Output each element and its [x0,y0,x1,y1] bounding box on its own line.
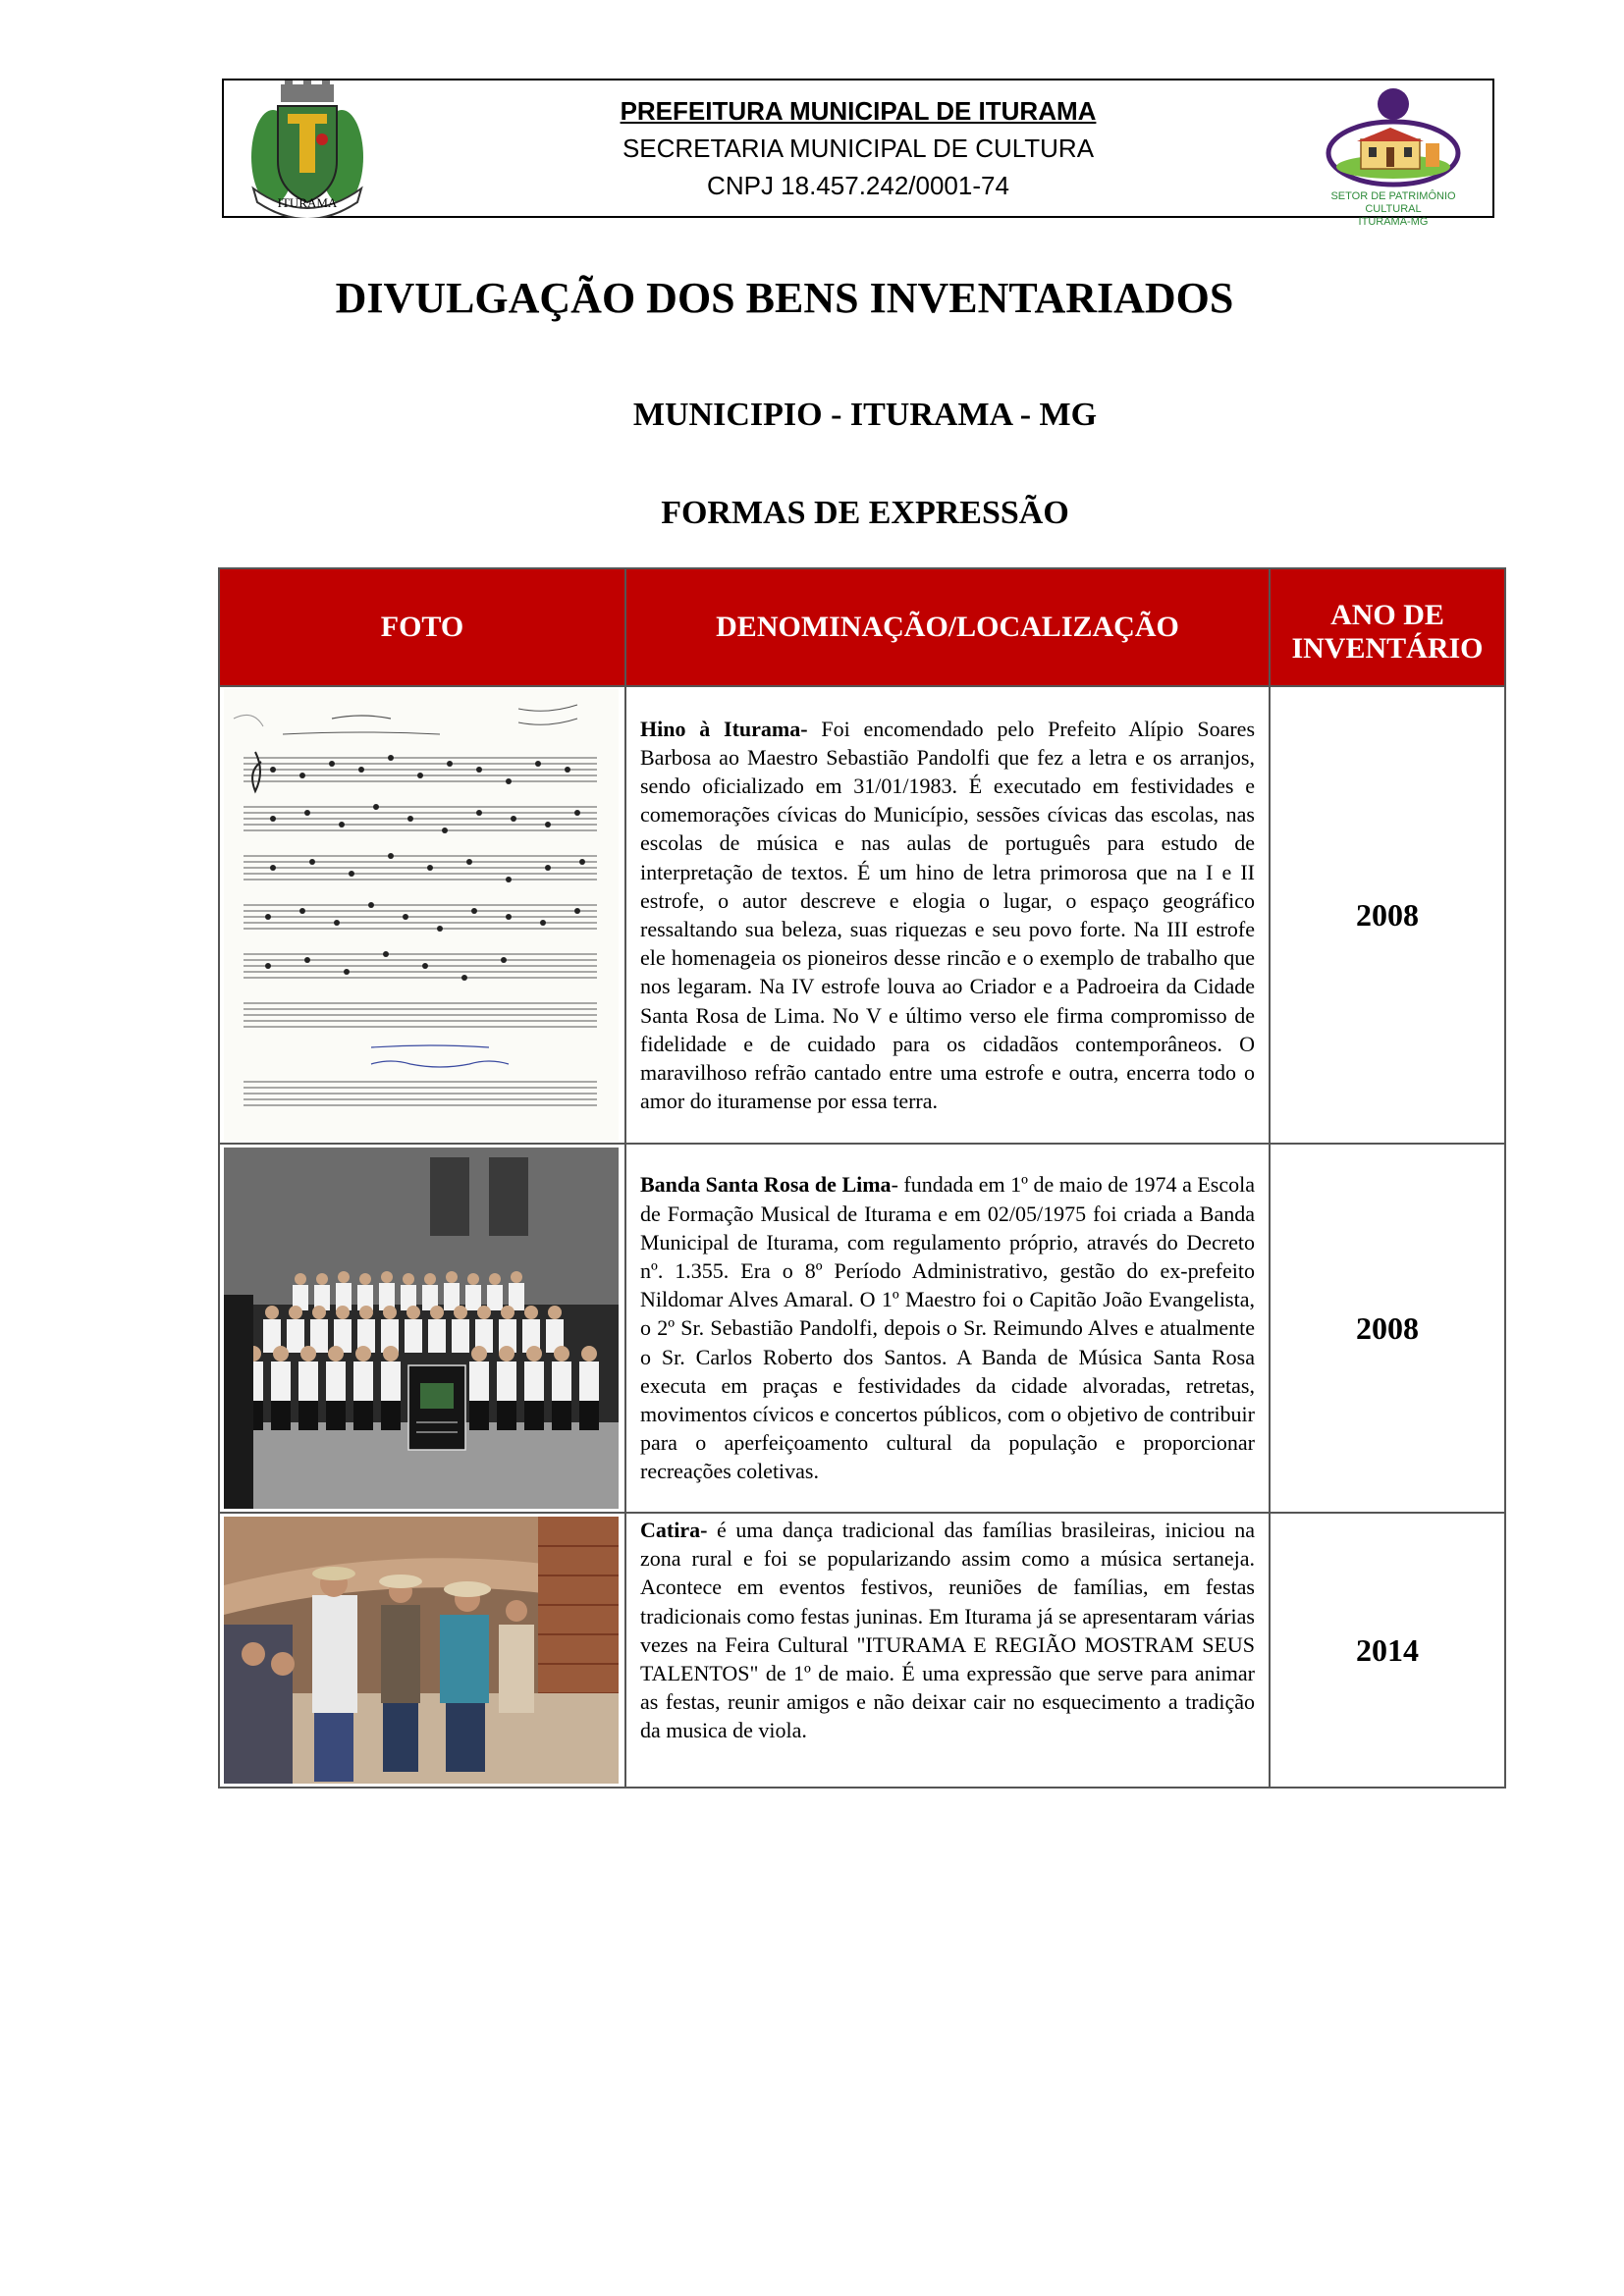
item-name: Catira- [640,1518,708,1542]
header-foto: FOTO [219,568,625,686]
table-row [219,1144,1505,1513]
year-cell: 2008 [1270,1144,1505,1513]
coat-of-arms-text: ITURAMA [277,195,338,210]
sheet-music-icon [224,689,619,1141]
municipality-title: MUNICIPIO - ITURAMA - MG [632,397,1098,433]
dance-photo-icon [224,1517,619,1784]
description-cell [625,1513,1270,1788]
year-cell: 2014 [1270,1513,1505,1788]
logo-caption-line-1: SETOR DE PATRIMÔNIO CULTURAL [1330,190,1456,215]
header-text [224,92,1492,204]
header-line-2: SECRETARIA MUNICIPAL DE CULTURA [622,133,1095,163]
header-ano-line-1: ANO DE [1330,599,1444,631]
item-description: Foi encomendado pelo Prefeito Alípio Soares Barbosa ao Maestro Sebastião Pandolfi que fez a letra e os arranjos, sendo oficializado em 31/01/1983. É executado em festividades e comemorações cívicas do Município, sessões cívicas das escolas, nas escolas de música e nas aulas de português para estudo de interpretação de textos. É um hino de letra primorosa que na I e II estrofe, o autor descreve e elogia o lugar, o espaço geográfico ressaltando sua beleza, suas riquezas e seu povo forte. Na III estrofe ele homenageia os pioneiros desse rincão e o exemplo de trabalho que nos legaram. Na IV estrofe louva ao Criador e a Padroeira da Cidade Santa Rosa de Lima. No V e último verso ele firma compromisso de fidelidade e de cuidado para os cidadãos contemporâneos. O maravilhoso refrão cantado entre uma estrofe e outra, encerra todo o amor do ituramense por essa terra. [640,716,1256,1114]
table-header-row [219,568,1505,686]
header-ano-line-2: INVENTÁRIO [1291,632,1484,665]
band-photo-icon [224,1148,619,1509]
table-row [219,1513,1505,1788]
photo-cell [219,1144,625,1513]
item-description: - fundada em 1º de maio de 1974 a Escola de Formação Musical de Iturama e em 02/05/1975 foi criada a Banda Municipal de Iturama, com regulamento próprio, através do Decreto nº. 1.355. Era o 8º Período Administrativo, gestão do ex-prefeito Nildomar Alves Amaral. O 1º Maestro foi o Capitão João Evangelista, o 2º Sr. Sebastião Pandolfi, depois o Sr. Reimundo Alves e atualmente o Sr. Carlos Roberto dos Santos. A Banda de Música Santa Rosa executa em praças e festividades da cidade alvoradas, retretas, movimentos cívicos e concertos públicos, com o objetivo de contribuir para o aperfeiçoamento cultural da população e proporcionar recreações coletivas. [640,1172,1255,1484]
photo-cell [219,686,625,1144]
category-title: FORMAS DE EXPRESSÃO [661,495,1069,531]
photo-cell [219,1513,625,1788]
description-cell [625,1144,1270,1513]
item-description: é uma dança tradicional das famílias brasileiras, iniciou na zona rural e foi se popularizando assim como a música sertaneja. Acontece em eventos festivos, reuniões de famílias, em festas tradicionais como festas juninas. Em Iturama já se apresentaram várias vezes na Feira Cultural "ITURAMA E REGIÃO MOSTRAM SEUS TALENTOS" de 1º de maio. É uma expressão que serve para animar as festas, reunir amigos e não deixar cair no esquecimento a tradição da musica de viola. [640,1518,1255,1743]
logo-caption-line-2: ITURAMA-MG [1358,216,1429,228]
header-line-3: CNPJ 18.457.242/0001-74 [707,171,1009,200]
year-cell: 2008 [1270,686,1505,1144]
page-title: DIVULGAÇÃO DOS BENS INVENTARIADOS [335,274,1234,322]
table-row [219,686,1505,1144]
item-name: Banda Santa Rosa de Lima [640,1172,892,1198]
item-name: Hino à Iturama- [640,716,808,741]
header-denominacao: DENOMINAÇÃO/LOCALIZAÇÃO [625,568,1270,686]
letterhead [222,79,1494,228]
description-cell [625,686,1270,1144]
header-ano [1270,568,1505,686]
logo-caption [1308,190,1479,229]
header-line-1: PREFEITURA MUNICIPAL DE ITURAMA [620,96,1097,126]
inventory-table [218,567,1506,1789]
